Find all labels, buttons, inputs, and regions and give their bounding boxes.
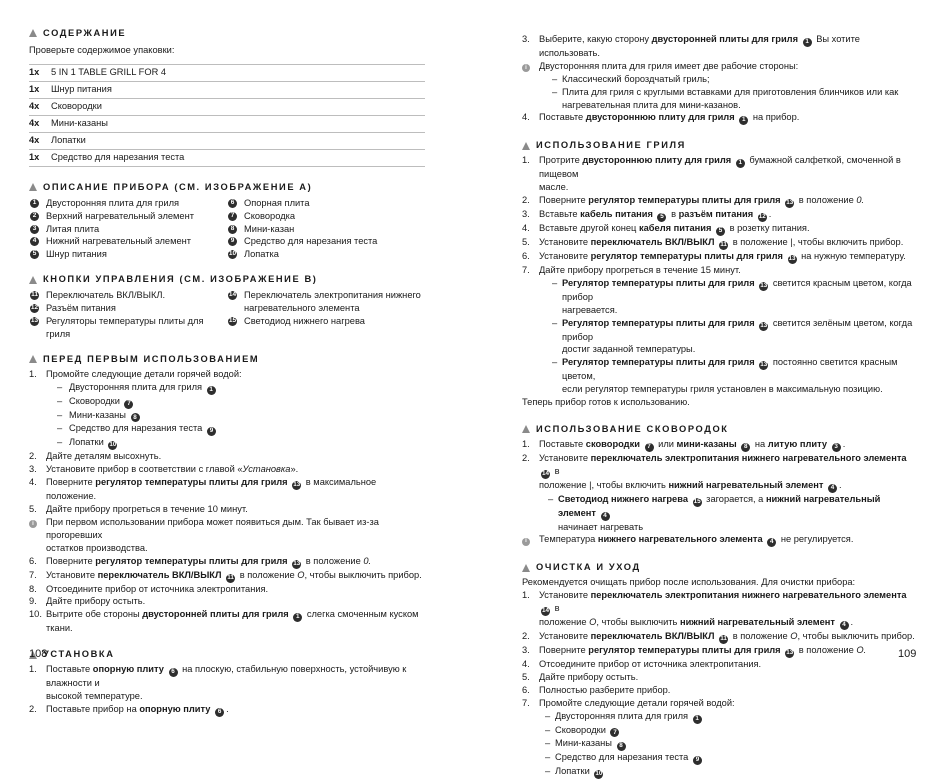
step (522, 236, 917, 250)
step-number: 9. (29, 596, 37, 607)
item-label: Светодиод нижнего нагрева 15 загорается, а нижний нагревательный элемент 4 начинает нагревать (558, 493, 881, 532)
item-label: Лопатки (69, 437, 104, 448)
step (522, 697, 917, 710)
item-label: Сковородки (555, 724, 606, 735)
item-label: Мини-казаны (69, 409, 126, 420)
step-text: Поставьте сковородки 7 или мини-казаны 8 на литую плиту 3 . (539, 438, 846, 450)
list-item (29, 235, 227, 248)
number-badge: 10 (595, 770, 603, 778)
section-title: ПЕРЕД ПЕРВЫМ ИСПОЛЬЗОВАНИЕМ (43, 353, 260, 364)
step-text: Дайте прибору остыть. (539, 671, 639, 682)
step-text: Выберите, какую сторону двусторонней плиты для гриля 1 Вы хотите использовать. (539, 34, 860, 58)
step (29, 555, 425, 569)
step-text: Поставьте прибор на опорную плиту 6 . (46, 703, 229, 715)
list-item (29, 302, 227, 315)
step-number: 2. (522, 195, 530, 206)
step (29, 608, 425, 635)
installation-steps (29, 663, 425, 717)
list-item: – Мини-казаны 8 (522, 737, 917, 751)
step (522, 644, 917, 658)
first-use-steps (29, 368, 425, 636)
item-label-line: Переключатель электропитания нижнего (244, 290, 421, 301)
controls-column-b (227, 289, 425, 341)
item-label: Нижний нагревательный элемент (46, 236, 192, 247)
table-row (29, 82, 425, 99)
item-label: Мини-казан (244, 223, 295, 234)
step (522, 33, 917, 60)
number-badge: 9 (693, 756, 702, 765)
number-badge: 5 (30, 250, 39, 259)
parts-column-b (227, 197, 425, 262)
info-icon: i (522, 538, 530, 546)
step-text: Поверните регулятор температуры плиты для гриля 13 в положение 0. (46, 555, 372, 567)
list-item (227, 235, 425, 248)
item: Шнур питания (51, 84, 112, 95)
item-label: Переключатель ВКЛ/ВЫКЛ. (46, 290, 166, 301)
list-item (227, 197, 425, 210)
parts-legend (29, 197, 425, 262)
step-text: Дайте прибору прогреться в течение 15 минут. (539, 264, 741, 275)
step (522, 438, 917, 452)
item-label: Регулятор температуры плиты для гриля 13 светится зелёным цветом, когда прибор достиг заданной температуры. (562, 317, 913, 355)
item-label: Регуляторы температуры плиты для гриля (46, 315, 204, 339)
triangle-icon (522, 425, 530, 433)
triangle-icon (29, 276, 37, 284)
list-item: – Регулятор температуры плиты для гриля 13 светится красным цветом, когда прибор нагревается. (522, 277, 917, 317)
list-item: – Двусторонняя плита для гриля 1 (29, 381, 425, 395)
item-label: Литая плита (46, 223, 100, 234)
step-number: 3. (522, 34, 530, 44)
list-item: – Сковородки 7 (29, 395, 425, 409)
number-badge: 13 (760, 281, 768, 289)
step (29, 503, 425, 516)
number-badge: 6 (215, 708, 224, 717)
step (522, 671, 917, 684)
step-text: Поверните регулятор температуры плиты для гриля 13 в положение 0. (539, 195, 865, 207)
qty: 4x (29, 101, 40, 112)
number-badge: 14 (228, 291, 237, 299)
info-note (522, 533, 917, 547)
list-item (29, 315, 227, 341)
triangle-icon (522, 142, 530, 150)
step-text: Установите регулятор температуры плиты для гриля 13 на нужную температуру. (539, 250, 906, 262)
list-item (227, 223, 425, 236)
right-page (522, 33, 917, 779)
step-text: Вытрите обе стороны двусторонней плиты для гриля 1 слегка смоченным куском ткани. (46, 609, 419, 634)
step (29, 569, 425, 583)
number-badge: 11 (227, 573, 234, 581)
number-badge: 4 (30, 237, 39, 246)
section-heading-installation (29, 648, 425, 661)
number-badge: 11 (720, 635, 727, 643)
step-text: Установите переключатель электропитания нижнего нагревательного элемента 14 в положение O, чтобы выключить нижний нагревательный элемент 4 . (539, 590, 907, 629)
list-item: – Сковородки 7 (522, 724, 917, 738)
parts-column-a (29, 197, 227, 262)
step (522, 154, 917, 194)
table-row (29, 133, 425, 150)
page-number-left: 108 (29, 648, 48, 660)
item-label: Двусторонняя плита для гриля (555, 710, 689, 721)
item-label (244, 289, 421, 315)
number-badge: 8 (741, 443, 750, 452)
item-label: Плита для гриля с круглыми вставками для приготовления блинчиков или как нагревательная плита для мини-казанов. (562, 86, 899, 110)
number-badge: 3 (30, 225, 39, 234)
item-label-line: нагревательного элемента (244, 303, 360, 314)
list-item (227, 248, 425, 261)
number-badge: 14 (541, 607, 549, 615)
step-number: 4. (522, 658, 530, 669)
step-number: 4. (522, 223, 530, 234)
table-row (29, 116, 425, 133)
qty: 1x (29, 152, 40, 163)
contents-intro: Проверьте содержимое упаковки: (29, 44, 175, 55)
number-badge: 15 (693, 497, 701, 505)
table-row (29, 99, 425, 116)
number-badge: 13 (30, 317, 39, 325)
item-label: Регулятор температуры плиты для гриля 13 постоянно светится красным цветом, если регулятор температуры гриля установлен в максимальную позицию. (562, 357, 898, 395)
step-text: Протрите двустороннюю плиту для гриля 1 бумажной салфеткой, смоченной в пищевом масле. (539, 155, 901, 193)
step (29, 663, 425, 703)
section-title: УСТАНОВКА (43, 649, 115, 660)
number-badge: 13 (293, 481, 301, 489)
qty: 4x (29, 118, 40, 129)
step (522, 264, 917, 277)
number-badge: 2 (30, 212, 39, 221)
item-label: Разъём питания (46, 303, 116, 314)
section-heading-cleaning (522, 561, 917, 574)
info-note (29, 516, 425, 555)
step (522, 630, 917, 644)
list-item (29, 210, 227, 223)
number-badge: 4 (767, 538, 776, 547)
section-heading-pans (522, 423, 917, 436)
number-badge: 6 (228, 199, 237, 208)
left-page (29, 27, 425, 717)
step-number: 2. (522, 452, 530, 463)
section-title: СОДЕРЖАНИЕ (43, 28, 127, 38)
section-heading-grill-use (522, 139, 917, 152)
item: Лопатки (51, 135, 86, 146)
section-title: КНОПКИ УПРАВЛЕНИЯ (СМ. ИЗОБРАЖЕНИЕ B) (43, 274, 318, 285)
step-text: Поверните регулятор температуры плиты для гриля 13 в максимальное положение. (46, 477, 377, 502)
step-text: Дайте прибору остыть. (46, 596, 146, 607)
triangle-icon (29, 183, 37, 191)
number-badge: 8 (617, 742, 626, 751)
qty: 4x (29, 135, 40, 146)
step-number: 3. (29, 464, 37, 475)
grill-use-steps (522, 154, 917, 409)
item: Сковородки (51, 101, 102, 112)
step-number: 2. (29, 703, 37, 714)
number-badge: 13 (760, 361, 768, 369)
step-text: Поставьте опорную плиту 6 на плоскую, стабильную поверхность, устойчивую к влажности и высокой температуре. (46, 664, 407, 701)
number-badge: 7 (124, 400, 133, 409)
number-badge: 4 (840, 621, 849, 630)
list-item (29, 289, 227, 302)
step-text: Промойте следующие детали горячей водой: (46, 368, 242, 379)
step-number: 5. (522, 236, 530, 247)
number-badge: 5 (716, 227, 725, 236)
step-number: 4. (522, 112, 530, 123)
step (29, 583, 425, 596)
table-row (29, 150, 425, 167)
item-label: Двусторонняя плита для гриля (46, 197, 180, 208)
cleaning-intro: Рекомендуется очищать прибор после использования. Для очистки прибора: (522, 577, 856, 588)
step-text: Вставьте другой конец кабеля питания 5 в розетку питания. (539, 223, 810, 235)
triangle-icon (522, 564, 530, 572)
triangle-icon (29, 355, 37, 363)
list-item: – Плита для гриля с круглыми вставками для приготовления блинчиков или как нагревательная плита для мини-казанов. (552, 86, 899, 110)
number-badge: 5 (657, 213, 666, 222)
step-number: 8. (29, 583, 37, 594)
step (522, 222, 917, 236)
list-item (29, 223, 227, 236)
item-label: Опорная плита (244, 197, 310, 208)
step-number: 5. (522, 671, 530, 682)
controls-legend (29, 289, 425, 341)
step-text: Установите переключатель ВКЛ/ВЫКЛ 11 в положение O, чтобы выключить прибор. (46, 569, 422, 581)
step-number: 7. (522, 264, 530, 275)
number-badge: 7 (610, 728, 619, 737)
item-label: Средство для нарезания теста (69, 423, 203, 434)
step-number: 6. (29, 555, 37, 566)
table-row (29, 65, 425, 82)
qty: 1x (29, 84, 40, 95)
item-label: Классический бороздчатый гриль; (562, 73, 710, 84)
step (522, 452, 917, 493)
item-label: Регулятор температуры плиты для гриля 13 светится красным цветом, когда прибор нагревается. (562, 277, 912, 315)
step-number: 10. (29, 609, 42, 620)
list-item: – Средство для нарезания теста 9 (522, 751, 917, 765)
section-title: ИСПОЛЬЗОВАНИЕ СКОВОРОДОК (536, 423, 729, 434)
step-number: 1. (522, 438, 530, 449)
cleaning-steps (522, 576, 917, 779)
number-badge: 4 (828, 484, 837, 493)
number-badge: 6 (169, 668, 178, 677)
number-badge: 7 (228, 212, 237, 221)
number-badge: 7 (645, 443, 654, 452)
number-badge: 15 (228, 317, 237, 325)
list-item: – Классический бороздчатый гриль; (552, 73, 710, 84)
step-text: Установите переключатель электропитания нижнего нагревательного элемента 14 в положение |, чтобы включить нижний нагревательный элемент 4 . (539, 452, 907, 491)
step (522, 250, 917, 264)
step (29, 450, 425, 463)
item-label: Мини-казаны (555, 738, 612, 749)
number-badge: 1 (803, 38, 812, 47)
step-text: Поверните регулятор температуры плиты для гриля 13 в положение O. (539, 645, 867, 656)
list-item: – Двусторонняя плита для гриля 1 (522, 710, 917, 724)
package-contents-table (29, 64, 425, 167)
installation-steps-continued (522, 33, 917, 125)
info-note (522, 60, 917, 73)
list-item (29, 248, 227, 261)
qty: 1x (29, 67, 40, 78)
number-badge: 10 (109, 441, 117, 449)
step-number: 2. (522, 631, 530, 642)
list-item: – Регулятор температуры плиты для гриля 13 постоянно светится красным цветом, если регулятор температуры гриля установлен в максимальную позицию. (522, 356, 917, 396)
section-heading-first-use (29, 353, 425, 366)
section-heading-controls (29, 273, 425, 286)
step (522, 589, 917, 630)
number-badge: 1 (293, 613, 302, 622)
step-text: Вставьте кабель питания 5 в разъём питания 12 . (539, 209, 772, 221)
step-number: 2. (29, 451, 37, 462)
step (29, 703, 425, 717)
number-badge: 8 (131, 413, 140, 422)
number-badge: 10 (228, 250, 237, 258)
step-number: 7. (522, 697, 530, 708)
number-badge: 11 (720, 240, 727, 248)
item-label: Шнур питания (46, 249, 107, 260)
step (522, 208, 917, 222)
step-number: 1. (29, 664, 37, 675)
number-badge: 1 (736, 159, 745, 168)
list-item (227, 289, 425, 315)
step-text: Дайте прибору прогреться в течение 10 минут. (46, 504, 248, 515)
number-badge: 1 (739, 116, 748, 125)
step-number: 6. (522, 684, 530, 695)
section-title: ОЧИСТКА И УХОД (536, 562, 641, 573)
section-title: ОПИСАНИЕ ПРИБОРА (СМ. ИЗОБРАЖЕНИЕ A) (43, 181, 313, 192)
number-badge: 3 (832, 443, 841, 452)
page-number-right: 109 (898, 648, 917, 660)
section-title: ИСПОЛЬЗОВАНИЕ ГРИЛЯ (536, 140, 686, 151)
number-badge: 9 (228, 237, 237, 246)
item: Средство для нарезания теста (51, 152, 185, 163)
ready-note: Теперь прибор готов к использованию. (522, 397, 690, 408)
item-label: Сковородка (244, 210, 296, 221)
number-badge: 13 (760, 321, 768, 329)
item-label: Сковородки (69, 395, 120, 406)
triangle-icon (29, 29, 37, 37)
number-badge: 12 (30, 304, 39, 312)
step-number: 1. (522, 590, 530, 601)
list-item: – Средство для нарезания теста 9 (29, 422, 425, 436)
number-badge: 14 (541, 469, 549, 477)
item: Мини-казаны (51, 118, 108, 129)
number-badge: 4 (601, 512, 610, 521)
step (29, 463, 425, 476)
pans-steps (522, 438, 917, 548)
step (29, 595, 425, 608)
number-badge: 8 (228, 225, 237, 234)
list-item (227, 210, 425, 223)
item: 5 IN 1 TABLE GRILL FOR 4 (51, 67, 167, 78)
info-text: Двусторонняя плита для гриля имеет две рабочие стороны: (539, 60, 799, 71)
item-label: Верхний нагревательный элемент (46, 210, 194, 221)
item-label: Средство для нарезания теста (555, 752, 689, 763)
item-label: Двусторонняя плита для гриля (69, 381, 203, 392)
step-number: 5. (29, 504, 37, 515)
step-number: 7. (29, 569, 37, 580)
list-item: – Регулятор температуры плиты для гриля 13 светится зелёным цветом, когда прибор достиг заданной температуры. (522, 317, 917, 357)
step-number: 3. (522, 209, 530, 220)
list-item (227, 315, 425, 328)
list-item: – Лопатки 10 (545, 766, 603, 778)
step-number: 1. (29, 368, 37, 379)
number-badge: 1 (30, 199, 39, 208)
list-item (29, 197, 227, 210)
section-heading-contents (29, 27, 425, 40)
step (522, 111, 917, 125)
number-badge: 13 (788, 254, 796, 262)
step-text: Промойте следующие детали горячей водой: (539, 697, 735, 708)
number-badge: 13 (786, 649, 794, 656)
step-text: Установите прибор в соответствии с главой «Установка». (46, 464, 299, 475)
step (522, 194, 917, 208)
number-badge: 9 (207, 427, 216, 436)
step-number: 1. (522, 155, 530, 166)
number-badge: 1 (693, 715, 702, 724)
list-item: – Мини-казаны 8 (29, 409, 425, 423)
step-text: Отсоедините прибор от источника электропитания. (46, 583, 269, 594)
number-badge: 13 (786, 199, 794, 207)
step-text: Поставьте двустороннюю плиту для гриля 1 на прибор. (539, 112, 800, 124)
item-label: Светодиод нижнего нагрева (244, 315, 365, 326)
step-number: 4. (29, 477, 37, 488)
step-text: Установите переключатель ВКЛ/ВЫКЛ 11 в положение |, чтобы включить прибор. (539, 236, 904, 248)
step-text: Дайте деталям высохнуть. (46, 451, 162, 462)
info-text: При первом использовании прибора может появиться дым. Так бывает из-за прогоревших остатков производства. (46, 516, 379, 553)
number-badge: 1 (207, 386, 216, 395)
list-item: – Светодиод нижнего нагрева 15 загорается, а нижний нагревательный элемент 4 начинает нагревать (522, 493, 917, 534)
step (522, 684, 917, 697)
item-label: Лопатки (555, 766, 590, 777)
item-label: Лопатка (244, 249, 279, 260)
section-heading-description (29, 181, 425, 194)
number-badge: 11 (31, 291, 38, 299)
step-text: Отсоедините прибор от источника электропитания. (539, 658, 762, 669)
info-icon: i (522, 64, 530, 72)
item-label: Средство для нарезания теста (244, 236, 378, 247)
step-number: 6. (522, 250, 530, 261)
number-badge: 12 (758, 213, 766, 221)
info-text: Температура нижнего нагревательного элемента 4 не регулируется. (539, 534, 854, 546)
step-number: 3. (522, 645, 530, 655)
controls-column-a (29, 289, 227, 341)
step-text: Полностью разберите прибор. (539, 684, 671, 695)
step (29, 476, 425, 503)
number-badge: 13 (293, 559, 301, 567)
list-item: – Лопатки 10 (57, 437, 117, 449)
info-icon: i (29, 520, 37, 528)
step (29, 368, 425, 381)
step-text: Установите переключатель ВКЛ/ВЫКЛ 11 в положение O, чтобы выключить прибор. (539, 631, 915, 643)
